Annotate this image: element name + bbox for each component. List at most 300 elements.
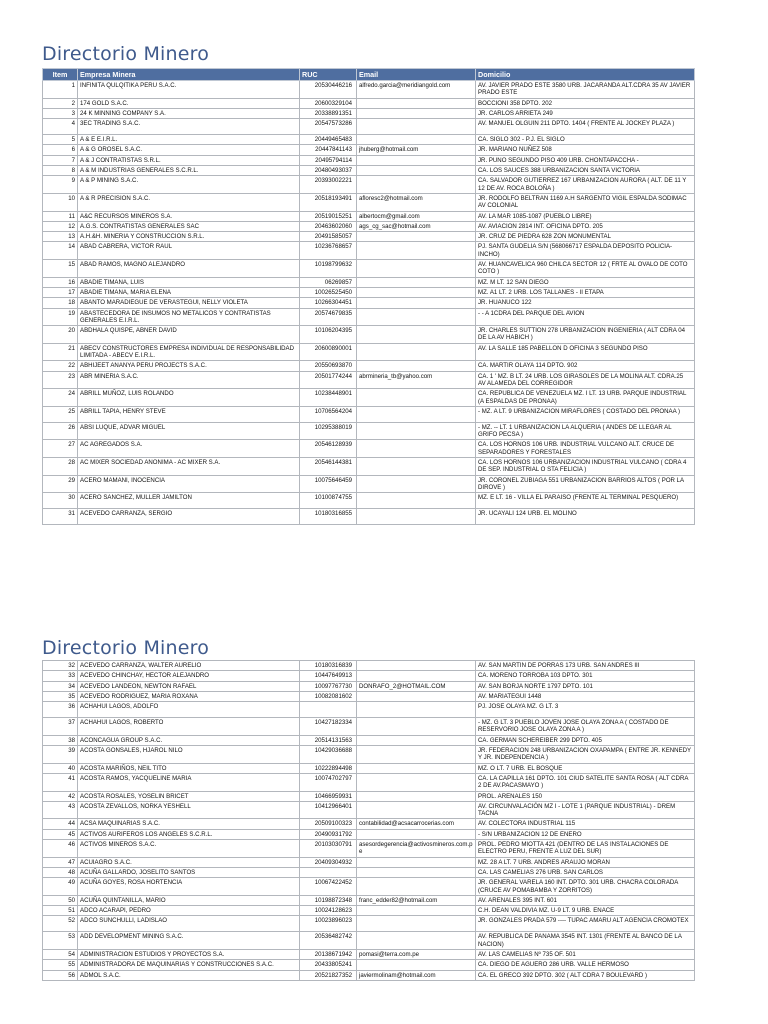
- cell-item: 54: [43, 950, 78, 960]
- cell-item: 28: [43, 457, 78, 475]
- table-row: [43, 135, 695, 145]
- cell-ruc: [300, 867, 357, 877]
- cell-domicilio: CA. LOS HORNOS 106 URBANIZACION INDUSTRIAL VULCANO ( CDRA 4 DE SEP. INDUSTRIAL O STA FELICIA ): [476, 457, 695, 475]
- cell-email: [357, 763, 476, 773]
- cell-domicilio: PROL. ARENALES 150: [476, 791, 695, 801]
- cell-ruc: 20519015251: [300, 211, 357, 221]
- cell-ruc: 20409304932: [300, 857, 357, 867]
- cell-item: 32: [43, 661, 78, 671]
- cell-item: 46: [43, 840, 78, 858]
- cell-ruc: 20393002221: [300, 176, 357, 194]
- cell-domicilio: CA. LAS CAMELIAS 276 URB. SAN CARLOS: [476, 867, 695, 877]
- cell-domicilio: CA. LOS HORNOS 106 URB. INDUSTRIAL VULCANO ALT. CRUCE DE SEPARADORES Y FORESTALES: [476, 440, 695, 458]
- cell-email: [357, 260, 476, 278]
- cell-domicilio: JR. MARIANO NUÑEZ 508: [476, 145, 695, 155]
- cell-domicilio: MZ. E LT. 16 - VILLA EL PARAISO (FRENTE AL TERMINAL PESQUERO): [476, 493, 695, 509]
- cell-email: abrmineria_tb@yahoo.com: [357, 371, 476, 389]
- table-row: [43, 221, 695, 231]
- cell-ruc: 10466959931: [300, 791, 357, 801]
- cell-domicilio: AV. LA MAR 1085-1087 (PUEBLO LIBRE): [476, 211, 695, 221]
- table-row: [43, 457, 695, 475]
- table-row: [43, 155, 695, 165]
- cell-ruc: 20546144381: [300, 457, 357, 475]
- table-row: [43, 857, 695, 867]
- cell-ruc: 20600329104: [300, 98, 357, 108]
- header-domicilio: Domicilio: [476, 69, 695, 81]
- table-row: [43, 422, 695, 440]
- cell-empresa: A.H.&H. MINERIA Y CONSTRUCCION S.R.L.: [78, 232, 300, 242]
- cell-ruc: 20501774244: [300, 371, 357, 389]
- table-row: [43, 108, 695, 118]
- cell-empresa: A & R PRECISION S.A.C.: [78, 193, 300, 211]
- cell-email: afloresc2@hotmail.com: [357, 193, 476, 211]
- table-row: [43, 878, 695, 896]
- table-row: [43, 298, 695, 308]
- cell-item: 10: [43, 193, 78, 211]
- cell-ruc: 10023896023: [300, 916, 357, 932]
- table-row: [43, 260, 695, 278]
- cell-item: 55: [43, 960, 78, 970]
- cell-empresa: A.G.S. CONTRATISTAS GENERALES SAC: [78, 221, 300, 231]
- cell-domicilio: JR. CRUZ DE PIEDRA 628 ZON MONUMENTAL: [476, 232, 695, 242]
- cell-empresa: ABRILL TAPIA, HENRY STEVE: [78, 406, 300, 422]
- cell-empresa: ACOSTA MARIÑOS, NEIL TITO: [78, 763, 300, 773]
- cell-email: [357, 475, 476, 493]
- cell-empresa: ACEVEDO CARRANZA, SERGIO: [78, 509, 300, 525]
- cell-domicilio: AV. REPUBLICA DE PANAMA 3545 INT. 1301 (FRENTE AL BANCO DE LA NACION): [476, 932, 695, 950]
- cell-ruc: 20138671942: [300, 950, 357, 960]
- cell-empresa: A & E E.I.R.L.: [78, 135, 300, 145]
- cell-item: 26: [43, 422, 78, 440]
- cell-email: [357, 155, 476, 165]
- cell-domicilio: MZ. A1 LT. 2 URB. LOS TALLANES - II ETAPA: [476, 287, 695, 297]
- cell-ruc: 20547573286: [300, 119, 357, 135]
- cell-domicilio: JR. GONZALES PRADA 579 ---- TUPAC AMARU ALT AGENCIA CROMOTEX: [476, 916, 695, 932]
- table-row: [43, 932, 695, 950]
- table-row: [43, 773, 695, 791]
- table-row: [43, 475, 695, 493]
- cell-empresa: ACOSTA ZEVALLOS, NORKA YESHELL: [78, 801, 300, 819]
- cell-domicilio: JR. CHARLES SUTTION 278 URBANIZACION INGENIERIA ( ALT CDRA 04 DE LA AV HABICH ): [476, 326, 695, 344]
- cell-email: [357, 326, 476, 344]
- cell-empresa: ACUÑA GOYES, ROSA HORTENCIA: [78, 878, 300, 896]
- cell-ruc: 20546128939: [300, 440, 357, 458]
- cell-email: [357, 791, 476, 801]
- table-row: [43, 145, 695, 155]
- cell-domicilio: - - A 1CDRA DEL PARQUE DEL AVION: [476, 308, 695, 326]
- cell-item: 45: [43, 829, 78, 839]
- cell-domicilio: AV. MARIATEGUI 1448: [476, 691, 695, 701]
- cell-ruc: 20490931792: [300, 829, 357, 839]
- cell-domicilio: PROL. PEDRO MIOTTA 421 (DENTRO DE LAS INSTALACIONES DE ELECTRO PERU, FRENTE A LUZ DEL SUR): [476, 840, 695, 858]
- table-row: [43, 906, 695, 916]
- table-row: [43, 232, 695, 242]
- cell-empresa: 24 K MINNING COMPANY S.A.: [78, 108, 300, 118]
- cell-item: 25: [43, 406, 78, 422]
- cell-domicilio: CA. LOS SAUCES 388 URBANIZACION SANTA VICTORIA: [476, 166, 695, 176]
- cell-ruc: 10412966401: [300, 801, 357, 819]
- cell-domicilio: JR. UCAYALI 124 URB. EL MOLINO: [476, 509, 695, 525]
- cell-item: 42: [43, 791, 78, 801]
- cell-domicilio: AV. MANUEL OLGUIN 211 DPTO. 1404 ( FRENTE AL JOCKEY PLAZA ): [476, 119, 695, 135]
- cell-ruc: 20509100323: [300, 819, 357, 829]
- cell-empresa: ACUÑA GALLARDO, JOSELITO SANTOS: [78, 867, 300, 877]
- table-row: [43, 829, 695, 839]
- table-row: [43, 791, 695, 801]
- cell-email: jhuberg@hotmail.com: [357, 145, 476, 155]
- cell-email: [357, 457, 476, 475]
- cell-ruc: 10075646459: [300, 475, 357, 493]
- cell-domicilio: CA. MARTIR OLAYA 114 DPTO. 902: [476, 361, 695, 371]
- cell-ruc: 10100874755: [300, 493, 357, 509]
- cell-item: 38: [43, 735, 78, 745]
- cell-empresa: ADMOL S.A.C.: [78, 970, 300, 980]
- cell-item: 23: [43, 371, 78, 389]
- cell-domicilio: PJ. JOSE OLAYA MZ. G LT. 3: [476, 702, 695, 718]
- cell-item: 52: [43, 916, 78, 932]
- cell-empresa: ACOSTA RAMOS, YACQUELINE MARIA: [78, 773, 300, 791]
- cell-domicilio: PJ. SANTA GUDELIA S/N (568066717 ESPALDA DEPOSITO POLICIA-INCHO): [476, 242, 695, 260]
- cell-item: 3: [43, 108, 78, 118]
- header-item: Item: [43, 69, 78, 81]
- cell-ruc: 10198799632: [300, 260, 357, 278]
- cell-ruc: 10238448901: [300, 389, 357, 407]
- cell-item: 15: [43, 260, 78, 278]
- cell-email: [357, 98, 476, 108]
- cell-email: [357, 389, 476, 407]
- cell-ruc: 20491585057: [300, 232, 357, 242]
- cell-ruc: 10180316855: [300, 509, 357, 525]
- table-row: [43, 389, 695, 407]
- cell-item: 1: [43, 81, 78, 99]
- cell-ruc: 20449465483: [300, 135, 357, 145]
- cell-email: [357, 232, 476, 242]
- cell-item: 29: [43, 475, 78, 493]
- cell-empresa: ACHAHUI LAGOS, ROBERTO: [78, 718, 300, 736]
- cell-ruc: 10074702797: [300, 773, 357, 791]
- cell-domicilio: - MZ. -- LT. 1 URBANIZACION LA ALQUERIA ( ANDES DE LLEGAR AL GRIFO PECSA ): [476, 422, 695, 440]
- cell-domicilio: AV. JAVIER PRADO ESTE 3580 URB. JACARANDA ALT.CDRA 35 AV JAVIER PRADO ESTE: [476, 81, 695, 99]
- cell-domicilio: CA. SALVADOR GUTIERREZ 167 URBANIZACION AURORA ( ALT. DE 11 Y 12 DE AV. ROCA BOLOÑA ): [476, 176, 695, 194]
- cell-email: [357, 746, 476, 764]
- cell-empresa: A & P MINING S.A.C.: [78, 176, 300, 194]
- cell-ruc: 06269857: [300, 277, 357, 287]
- table-row: [43, 960, 695, 970]
- cell-domicilio: - S/N URBANIZACION 12 DE ENERO: [476, 829, 695, 839]
- cell-ruc: 20514131563: [300, 735, 357, 745]
- cell-domicilio: AV. CIRCUNVALACIÓN MZ I - LOTE 1 (PARQUE INDUSTRIAL) - DREM TACNA: [476, 801, 695, 819]
- page-title: Directorio Minero: [42, 43, 210, 65]
- cell-ruc: 10067422452: [300, 878, 357, 896]
- cell-email: [357, 440, 476, 458]
- cell-item: 43: [43, 801, 78, 819]
- cell-item: 4: [43, 119, 78, 135]
- cell-ruc: 10447649913: [300, 671, 357, 681]
- cell-item: 8: [43, 166, 78, 176]
- directory-table: [42, 660, 695, 981]
- table-row: [43, 326, 695, 344]
- cell-ruc: 10266304451: [300, 298, 357, 308]
- cell-ruc: 10706564204: [300, 406, 357, 422]
- cell-email: [357, 829, 476, 839]
- cell-email: [357, 242, 476, 260]
- cell-item: 5: [43, 135, 78, 145]
- cell-domicilio: MZ. M LT. 12 SAN DIEGO: [476, 277, 695, 287]
- cell-item: 47: [43, 857, 78, 867]
- cell-email: [357, 176, 476, 194]
- table-row: [43, 661, 695, 671]
- cell-empresa: ABHIJEET ANANYA PERU PROJECTS S.A.C.: [78, 361, 300, 371]
- cell-domicilio: AV. SAN MARTIN DE PORRAS 173 URB. SAN ANDRES III: [476, 661, 695, 671]
- table-row: [43, 287, 695, 297]
- cell-ruc: 20521827352: [300, 970, 357, 980]
- cell-item: 19: [43, 308, 78, 326]
- cell-domicilio: CA. SIGLO 302 - P.J. EL SIGLO: [476, 135, 695, 145]
- cell-empresa: ACOSTA ROSALES, YOSELIN BRICET: [78, 791, 300, 801]
- cell-item: 18: [43, 298, 78, 308]
- cell-email: [357, 493, 476, 509]
- cell-domicilio: JR. FEDERACION 248 URBANIZACION OXAPAMPA ( ENTRE JR. KENNEDY Y JR. INDEPENDENCIA ): [476, 746, 695, 764]
- page-title: Directorio Minero: [42, 637, 210, 659]
- cell-email: [357, 718, 476, 736]
- cell-ruc: 10024128623: [300, 906, 357, 916]
- cell-email: [357, 661, 476, 671]
- cell-email: albertocm@gmail.com: [357, 211, 476, 221]
- cell-item: 37: [43, 718, 78, 736]
- cell-empresa: A & M INDUSTRIAS GENERALES S.C.R.L.: [78, 166, 300, 176]
- cell-item: 41: [43, 773, 78, 791]
- cell-email: [357, 932, 476, 950]
- cell-email: [357, 691, 476, 701]
- cell-ruc: 10427182334: [300, 718, 357, 736]
- table-row: [43, 763, 695, 773]
- cell-item: 35: [43, 691, 78, 701]
- table-row: [43, 308, 695, 326]
- cell-empresa: ADD DEVELOPMENT MINING S.A.C.: [78, 932, 300, 950]
- table-row: [43, 509, 695, 525]
- cell-empresa: ACUÑA QUINTANILLA, MARIO: [78, 895, 300, 905]
- cell-email: [357, 108, 476, 118]
- cell-empresa: ACEVEDO CARRANZA, WALTER AURELIO: [78, 661, 300, 671]
- cell-email: [357, 906, 476, 916]
- cell-email: [357, 773, 476, 791]
- cell-empresa: A & J CONTRATISTAS S.R.L.: [78, 155, 300, 165]
- cell-empresa: ABDHALA QUISPE, ABNER DAVID: [78, 326, 300, 344]
- cell-item: 22: [43, 361, 78, 371]
- cell-email: ags_cg_sac@hotmail.com: [357, 221, 476, 231]
- cell-empresa: ABR MINERIA S.A.C.: [78, 371, 300, 389]
- table-header-row: [43, 69, 695, 81]
- cell-domicilio: CA. 1 ' MZ. B LT. 24 URB. LOS GIRASOLES DE LA MOLINA ALT. CDRA.25 AV ALAMEDA DEL CORREGIDOR: [476, 371, 695, 389]
- table-body: [43, 81, 695, 525]
- cell-ruc: 10097767730: [300, 681, 357, 691]
- cell-empresa: ACUIAGRO S.A.C.: [78, 857, 300, 867]
- cell-empresa: ABECV CONSTRUCTORES EMPRESA INDIVIDUAL DE RESPONSABILIDAD LIMITADA - ABECV E.I.R.L.: [78, 343, 300, 361]
- cell-email: asesordegerencia@activosmineros.com.pe: [357, 840, 476, 858]
- cell-domicilio: CA. DIEGO DE AGUERO 286 URB. VALLE HERMOSO: [476, 960, 695, 970]
- cell-empresa: A&C RECURSOS MINEROS S.A.: [78, 211, 300, 221]
- cell-domicilio: AV. LA SALLE 185 PABELLON D OFICINA 3 SEGUNDO PISO: [476, 343, 695, 361]
- table-row: [43, 735, 695, 745]
- cell-ruc: 20103030791: [300, 840, 357, 858]
- cell-item: 51: [43, 906, 78, 916]
- cell-empresa: ABAD CABRERA, VICTOR RAUL: [78, 242, 300, 260]
- table-row: [43, 840, 695, 858]
- table-row: [43, 176, 695, 194]
- cell-empresa: ADCO SUNCHULLI, LADISLAO: [78, 916, 300, 932]
- directory-table: [42, 68, 695, 525]
- cell-ruc: 10198872348: [300, 895, 357, 905]
- table-row: [43, 970, 695, 980]
- cell-item: 49: [43, 878, 78, 896]
- cell-email: [357, 361, 476, 371]
- table-row: [43, 671, 695, 681]
- table-row: [43, 81, 695, 99]
- table-row: [43, 916, 695, 932]
- table-row: [43, 718, 695, 736]
- table-row: [43, 277, 695, 287]
- cell-email: [357, 308, 476, 326]
- cell-ruc: 10180316839: [300, 661, 357, 671]
- cell-item: 20: [43, 326, 78, 344]
- cell-item: 17: [43, 287, 78, 297]
- cell-item: 12: [43, 221, 78, 231]
- table-body: [43, 661, 695, 981]
- cell-item: 50: [43, 895, 78, 905]
- cell-domicilio: MZ. 28 A LT. 7 URB. ANDRES ARAUJO MORAN: [476, 857, 695, 867]
- cell-ruc: 20574679835: [300, 308, 357, 326]
- cell-empresa: ACOSTA GONSALES, HJAROL NILO: [78, 746, 300, 764]
- cell-empresa: ACSA MAQUINARIAS S.A.C.: [78, 819, 300, 829]
- cell-domicilio: AV. SAN BORJA NORTE 1797 DPTO. 101: [476, 681, 695, 691]
- table-row: [43, 98, 695, 108]
- cell-domicilio: C.H. DEAN VALDIVIA MZ. U-9 LT. 9 URB. ENACE: [476, 906, 695, 916]
- table-row: [43, 371, 695, 389]
- table-row: [43, 819, 695, 829]
- cell-ruc: 20480493037: [300, 166, 357, 176]
- table-row: [43, 801, 695, 819]
- table-row: [43, 950, 695, 960]
- table-row: [43, 681, 695, 691]
- cell-empresa: ABSI LUQUE, ADVAR MIGUEL: [78, 422, 300, 440]
- cell-email: javiermolinam@hotmail.com: [357, 970, 476, 980]
- cell-empresa: 3EC TRADING S.A.C.: [78, 119, 300, 135]
- cell-domicilio: AV. HUANCAVELICA 960 CHILCA SECTOR 12 ( FRTE AL OVALO DE COTO COTO ): [476, 260, 695, 278]
- table-row: [43, 746, 695, 764]
- cell-item: 13: [43, 232, 78, 242]
- cell-empresa: AC AGREGADOS S.A.: [78, 440, 300, 458]
- cell-email: [357, 916, 476, 932]
- table-row: [43, 211, 695, 221]
- cell-item: 14: [43, 242, 78, 260]
- cell-ruc: 20338891351: [300, 108, 357, 118]
- cell-email: contabilidad@acsacarrocerias.com: [357, 819, 476, 829]
- cell-domicilio: BOCCIONI 358 DPTO. 202: [476, 98, 695, 108]
- cell-email: [357, 671, 476, 681]
- cell-email: [357, 702, 476, 718]
- cell-empresa: ABADIE TIMANA, LUIS: [78, 277, 300, 287]
- cell-domicilio: JR. HUANUCO 122: [476, 298, 695, 308]
- cell-empresa: 174 GOLD S.A.C.: [78, 98, 300, 108]
- cell-item: 6: [43, 145, 78, 155]
- cell-email: [357, 298, 476, 308]
- cell-email: [357, 135, 476, 145]
- table-row: [43, 867, 695, 877]
- cell-domicilio: AV. LAS CAMELIAS Nº 735 OF. 501: [476, 950, 695, 960]
- cell-empresa: ACONCAGUA GROUP S.A.C.: [78, 735, 300, 745]
- cell-email: [357, 801, 476, 819]
- cell-domicilio: CA. GERMAN SCHEREIBER 299 DPTO. 405: [476, 735, 695, 745]
- cell-empresa: ADCO ACARAPI, PEDRO: [78, 906, 300, 916]
- cell-item: 33: [43, 671, 78, 681]
- cell-item: 56: [43, 970, 78, 980]
- table-row: [43, 361, 695, 371]
- cell-domicilio: CA. EL GRECO 392 DPTO. 302 ( ALT CDRA 7 BOULEVARD ): [476, 970, 695, 980]
- table-row: [43, 166, 695, 176]
- cell-email: [357, 287, 476, 297]
- table-row: [43, 895, 695, 905]
- cell-empresa: ABRILL MUÑOZ, LUIS ROLANDO: [78, 389, 300, 407]
- cell-domicilio: - MZ. G LT. 3 PUEBLO JOVEN JOSE OLAYA ZONA A ( COSTADO DE RESERVORIO JOSE OLAYA ZONA A ): [476, 718, 695, 736]
- cell-ruc: 10295388019: [300, 422, 357, 440]
- table-row: [43, 493, 695, 509]
- cell-email: pomasi@terra.com.pe: [357, 950, 476, 960]
- cell-domicilio: CA. REPUBLICA DE VENEZUELA MZ. I LT. 13 URB. PARQUE INDUSTRIAL (A ESPALDAS DE PRONAA): [476, 389, 695, 407]
- cell-ruc: [300, 702, 357, 718]
- cell-ruc: 20433805241: [300, 960, 357, 970]
- cell-ruc: 10222894498: [300, 763, 357, 773]
- cell-empresa: ACERO MAMANI, INOCENCIA: [78, 475, 300, 493]
- cell-item: 7: [43, 155, 78, 165]
- cell-domicilio: CA. LA CAPILLA 161 DPTO. 101 CIUD SATELITE SANTA ROSA ( ALT CDRA 2 DE AV.PACASMAYO ): [476, 773, 695, 791]
- header-ruc: RUC: [300, 69, 357, 81]
- cell-empresa: ACEVEDO LANDEON, NEWTON RAFAEL: [78, 681, 300, 691]
- cell-domicilio: AV. COLECTORA INDUSTRIAL 115: [476, 819, 695, 829]
- cell-ruc: 20600890001: [300, 343, 357, 361]
- cell-ruc: 20518193491: [300, 193, 357, 211]
- cell-email: franc_edder82@hotmail.com: [357, 895, 476, 905]
- cell-ruc: 20530446216: [300, 81, 357, 99]
- header-email: Email: [357, 69, 476, 81]
- cell-ruc: 10026525450: [300, 287, 357, 297]
- cell-ruc: 20447841143: [300, 145, 357, 155]
- cell-email: [357, 406, 476, 422]
- cell-ruc: 20463602060: [300, 221, 357, 231]
- cell-item: 53: [43, 932, 78, 950]
- cell-empresa: ABADIE TIMANA, MARIA ELENA: [78, 287, 300, 297]
- cell-domicilio: AV. AVIACION 2814 INT. OFICINA DPTO. 205: [476, 221, 695, 231]
- header-empresa: Empresa Minera: [78, 69, 300, 81]
- cell-empresa: A & G OROSEL S.A.C.: [78, 145, 300, 155]
- cell-empresa: ACTIVOS MINEROS S.A.C.: [78, 840, 300, 858]
- cell-item: 21: [43, 343, 78, 361]
- cell-empresa: ACTIVOS AURIFEROS LOS ANGELES S.C.R.L.: [78, 829, 300, 839]
- cell-email: alfredo.garcia@meridiangold.com: [357, 81, 476, 99]
- cell-ruc: 10429036688: [300, 746, 357, 764]
- cell-email: [357, 878, 476, 896]
- cell-ruc: 10106204395: [300, 326, 357, 344]
- cell-item: 16: [43, 277, 78, 287]
- cell-item: 24: [43, 389, 78, 407]
- cell-email: [357, 735, 476, 745]
- cell-item: 40: [43, 763, 78, 773]
- table-row: [43, 440, 695, 458]
- cell-domicilio: JR. PUNO SEGUNDO PISO 409 URB. CHONTAPACCHA -: [476, 155, 695, 165]
- cell-empresa: ABANTO MARADIEGUE DE VERASTEGUI, NELLY VIOLETA: [78, 298, 300, 308]
- cell-empresa: INFINITA QULQITIKA PERU S.A.C.: [78, 81, 300, 99]
- table-row: [43, 702, 695, 718]
- cell-empresa: ACHAHUI LAGOS, ADOLFO: [78, 702, 300, 718]
